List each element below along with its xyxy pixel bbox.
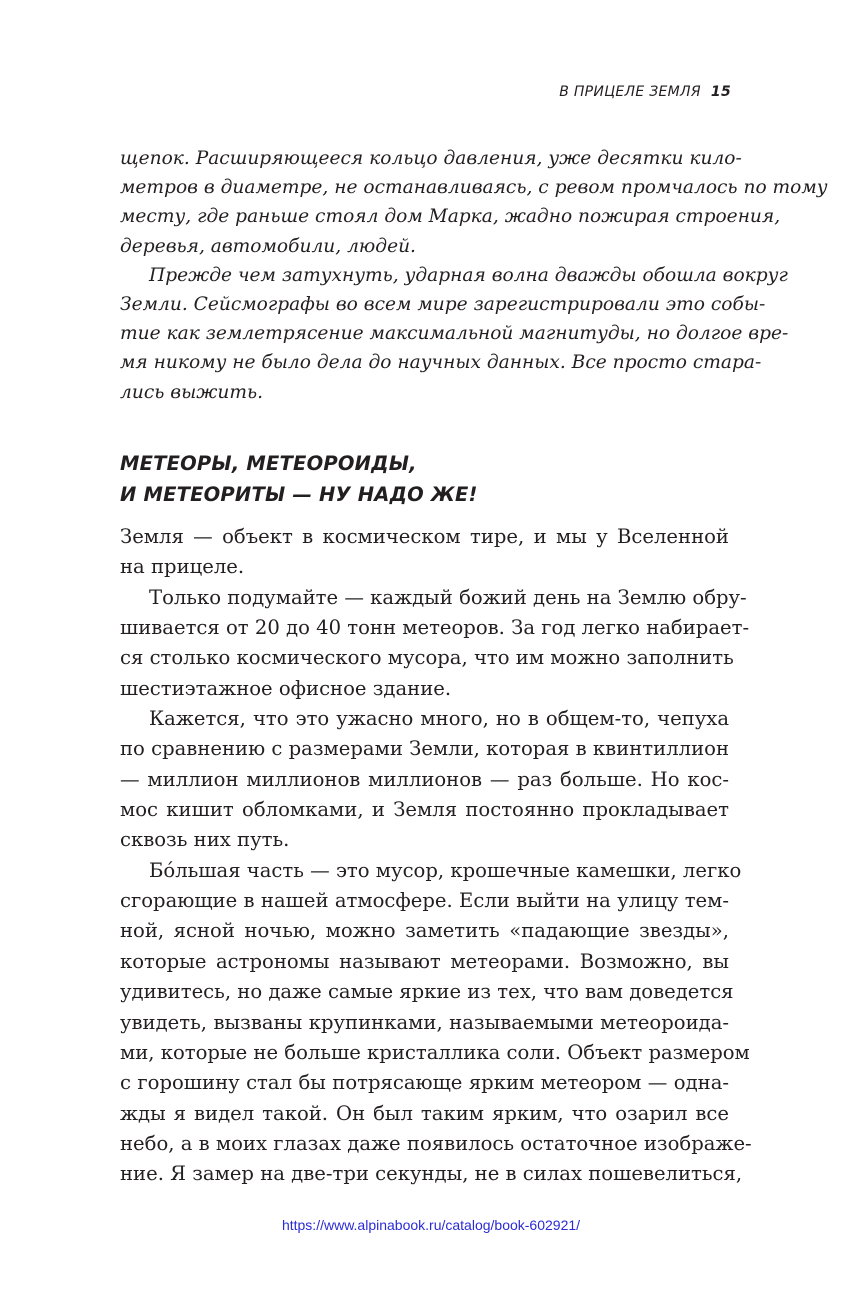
section-heading-line-1: МЕТЕОРЫ, МЕТЕОРОИДЫ, bbox=[120, 452, 417, 475]
text-line: — миллион миллионов миллионов — раз больше. Но кос- bbox=[120, 767, 729, 791]
text-line: по сравнению с размерами Земли, которая в квинтиллион bbox=[120, 737, 729, 761]
text-line: сгорающие в нашей атмосфере. Если выйти на улицу тем- bbox=[120, 889, 729, 913]
text-line: метров в диаметре, не останавливаясь, с ревом промчалось по тому bbox=[120, 177, 828, 199]
text-line: которые астрономы называют метеорами. Возможно, вы bbox=[120, 949, 729, 973]
text-line: Земля — объект в космическом тире, и мы у Вселенной bbox=[120, 525, 729, 548]
text-line: деревья, автомобили, людей. bbox=[120, 235, 416, 257]
footer-url-link[interactable]: https://www.alpinabook.ru/catalog/book-602921/ bbox=[281, 1217, 581, 1233]
section-heading-line-2: И МЕТЕОРИТЫ — НУ НАДО ЖЕ! bbox=[120, 483, 478, 506]
text-line: на прицеле. bbox=[120, 555, 245, 579]
text-line: Прежде чем затухнуть, ударная волна дважды обошла вокруг bbox=[149, 264, 788, 286]
text-line: сквозь них путь. bbox=[120, 828, 290, 852]
text-line: Земли. Сейсмографы во всем мире зарегистрировали это собы- bbox=[120, 293, 766, 315]
text-line: ной, ясной ночью, можно заметить «падающие звезды», bbox=[120, 919, 729, 943]
page-number: 15 bbox=[710, 84, 731, 100]
text-line: шестиэтажное офисное здание. bbox=[120, 676, 452, 700]
text-line: лись выжить. bbox=[120, 381, 264, 403]
text-line: шивается от 20 до 40 тонн метеоров. За год легко набирает- bbox=[120, 616, 750, 640]
text-line: небо, а в моих глазах даже появилось остаточное изображе- bbox=[120, 1131, 752, 1155]
text-line: тие как землетрясение максимальной магнитуды, но долгое вре- bbox=[120, 323, 789, 345]
text-line: удивитесь, но даже самые яркие из тех, что вам доведется bbox=[120, 980, 734, 1004]
running-title: В ПРИЦЕЛЕ ЗЕМЛЯ bbox=[559, 84, 701, 100]
section-heading bbox=[120, 448, 478, 510]
text-line: Кажется, что это ужасно много, но в общем-то, чепуха bbox=[149, 707, 729, 731]
intro-italic-paragraphs bbox=[120, 144, 828, 407]
text-line: с горошину стал бы потрясающе ярким метеором — однa- bbox=[120, 1071, 729, 1095]
text-line: щепок. Расширяющееся кольцо давления, уже десятки кило- bbox=[120, 148, 742, 169]
text-line: увидеть, вызваны крупинками, называемыми метеороида- bbox=[120, 1010, 729, 1034]
text-line: ние. Я замер на две-три секунды, не в силах пошевелиться, bbox=[120, 1162, 743, 1186]
text-line: ми, которые не больше кристаллика соли. Объект размером bbox=[120, 1040, 750, 1064]
body-paragraphs bbox=[120, 522, 752, 1190]
running-head bbox=[559, 84, 731, 100]
text-line: ся столько космического мусора, что им можно заполнить bbox=[120, 646, 734, 670]
text-line: месту, где раньше стоял дом Марка, жадно пожирая строения, bbox=[120, 206, 781, 228]
text-line: мос кишит обломками, и Земля постоянно прокладывает bbox=[120, 798, 729, 822]
text-line: Бóльшая часть — это мусор, крошечные камешки, легко bbox=[149, 858, 742, 882]
text-line: Только подумайте — каждый божий день на Землю обру- bbox=[149, 585, 747, 609]
text-line: жды я видел такой. Он был таким ярким, что озарил все bbox=[120, 1101, 729, 1125]
text-line: мя никому не было дела до научных данных. Все просто стара- bbox=[120, 352, 762, 374]
